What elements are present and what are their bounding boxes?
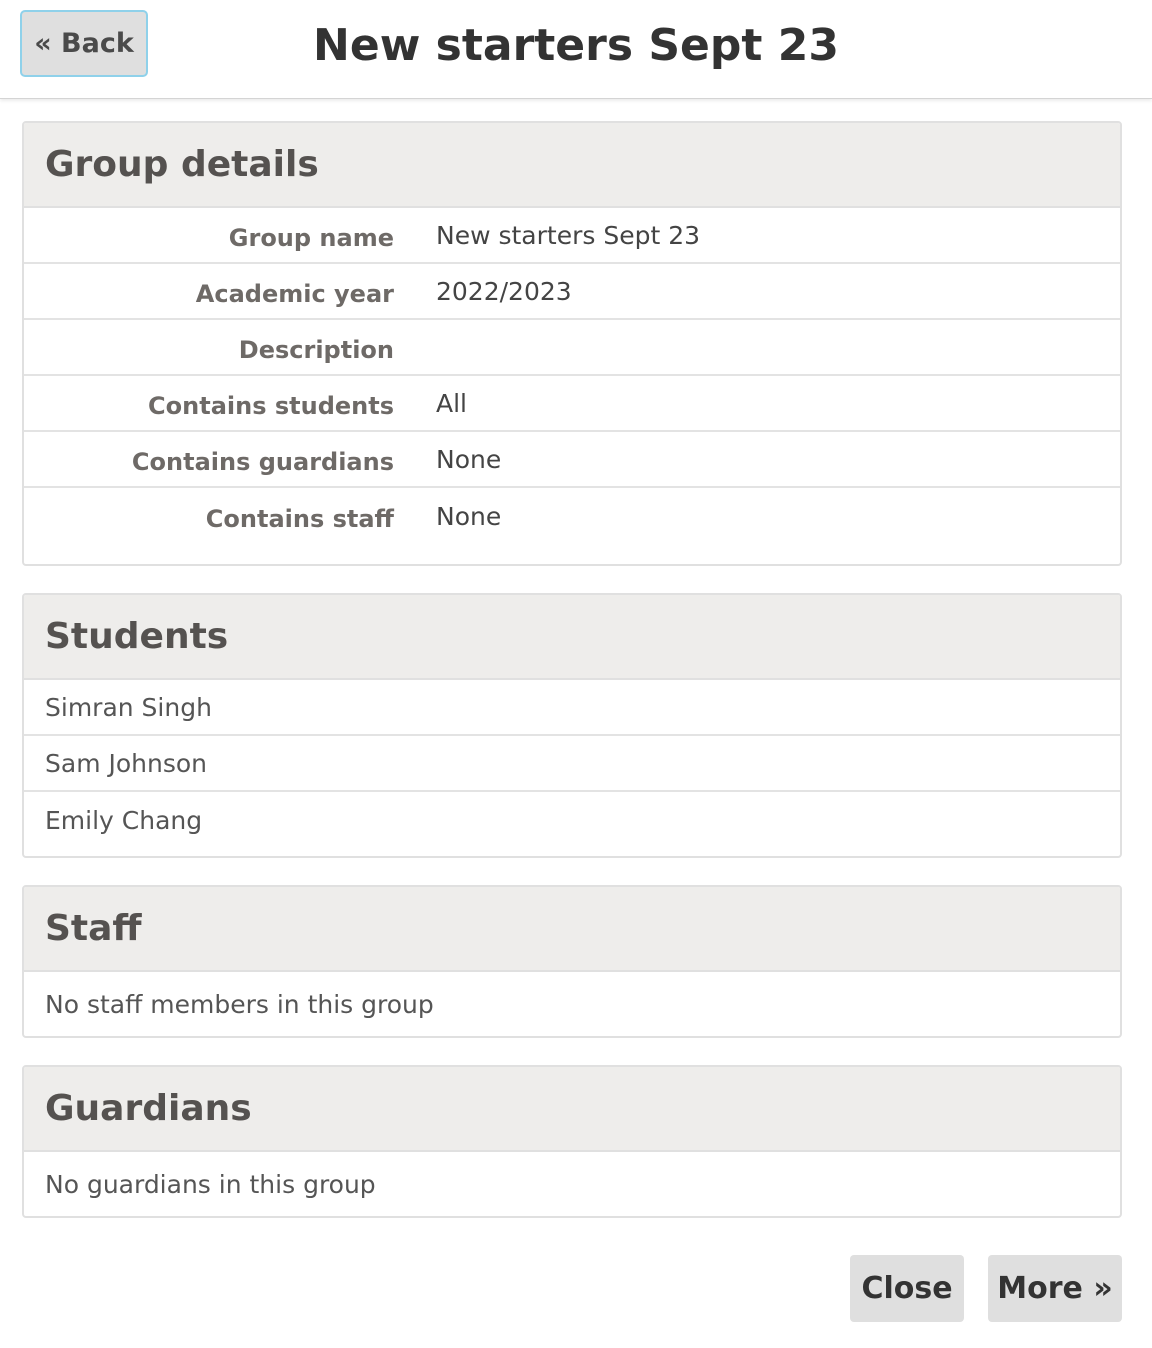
- list-item[interactable]: Emily Chang: [45, 805, 203, 835]
- students-header: [24, 595, 1120, 680]
- detail-label: Group name: [228, 224, 394, 252]
- group-details-header: [24, 123, 1120, 208]
- group-details-panel: [22, 121, 1122, 566]
- detail-value: None: [436, 444, 502, 474]
- detail-label: Academic year: [195, 280, 394, 308]
- staff-panel: [22, 885, 1122, 1038]
- staff-header: [24, 887, 1120, 972]
- top-bar: [0, 0, 1152, 99]
- back-button[interactable]: « Back: [20, 10, 148, 77]
- detail-value: 2022/2023: [436, 276, 572, 306]
- guardians-header: [24, 1067, 1120, 1152]
- detail-label: Contains staff: [205, 505, 394, 533]
- guardians-heading: Guardians: [45, 1088, 252, 1129]
- detail-row-contains-guardians: [24, 432, 1120, 488]
- guardians-empty-message: No guardians in this group: [45, 1169, 376, 1199]
- students-heading: Students: [45, 616, 229, 657]
- detail-value: None: [436, 501, 502, 531]
- staff-heading: Staff: [45, 908, 142, 949]
- close-button[interactable]: Close: [850, 1255, 964, 1322]
- detail-row-description: [24, 320, 1120, 376]
- group-details-heading: Group details: [45, 144, 319, 185]
- list-item[interactable]: Sam Johnson: [24, 736, 1120, 792]
- detail-value: New starters Sept 23: [436, 220, 701, 250]
- students-panel: [22, 593, 1122, 858]
- guardians-panel: [22, 1065, 1122, 1218]
- detail-label: Description: [238, 336, 394, 364]
- detail-label: Contains students: [148, 392, 394, 420]
- more-button[interactable]: More »: [988, 1255, 1122, 1322]
- detail-row-group-name: [24, 208, 1120, 264]
- page-title: New starters Sept 23: [313, 20, 839, 71]
- staff-empty-message: No staff members in this group: [45, 989, 434, 1019]
- detail-value: All: [436, 388, 467, 418]
- detail-row-contains-staff: [24, 488, 1120, 544]
- detail-row-academic-year: [24, 264, 1120, 320]
- detail-label: Contains guardians: [131, 448, 394, 476]
- detail-row-contains-students: [24, 376, 1120, 432]
- list-item[interactable]: Simran Singh: [24, 680, 1120, 736]
